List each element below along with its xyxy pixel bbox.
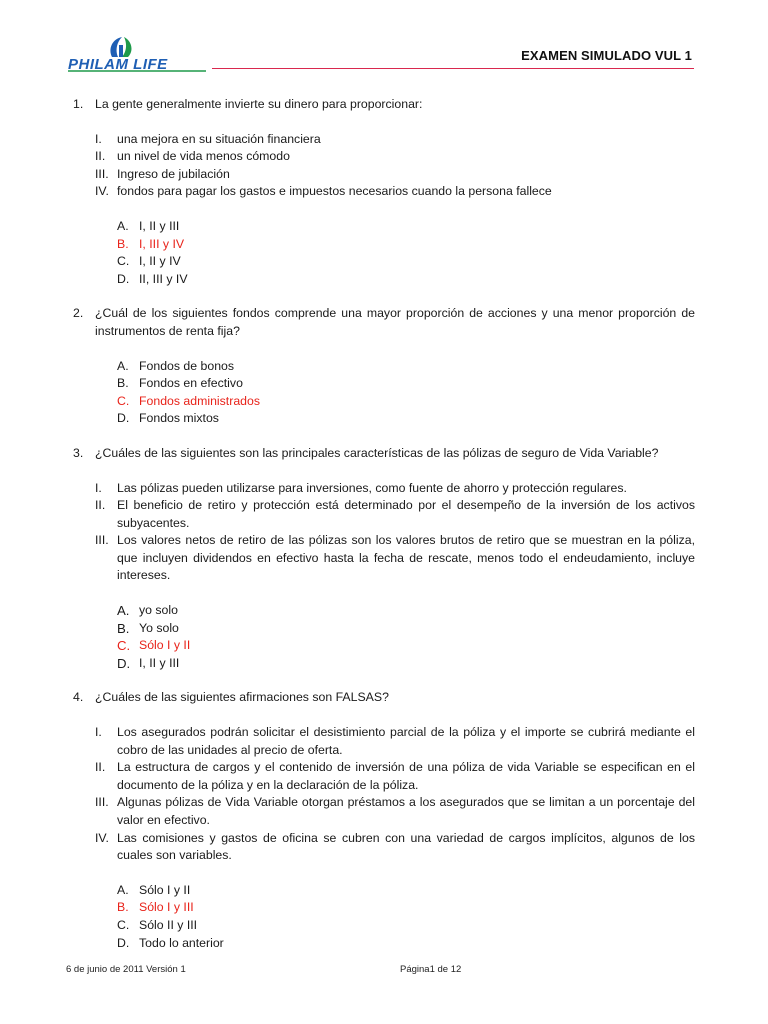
answer-option-d bbox=[117, 410, 695, 428]
statement-text: Ingreso de jubilación bbox=[117, 166, 230, 181]
answer-option-c-correct bbox=[117, 637, 695, 655]
statement-numeral: I. bbox=[95, 480, 102, 495]
statement-text: La estructura de cargos y el contenido de inversión de una póliza de vida Variable se especifican en el documento de la póliza y en la declaración de la póliza. bbox=[117, 760, 695, 792]
statement-numeral: I. bbox=[95, 725, 102, 740]
option-letter: A. bbox=[117, 603, 130, 619]
statement-numeral: IV. bbox=[95, 184, 109, 199]
option-letter: D. bbox=[117, 411, 130, 426]
statement-item bbox=[95, 166, 695, 184]
option-text: Sólo I y II bbox=[139, 638, 191, 653]
question-text: ¿Cuáles de las siguientes afirmaciones son FALSAS? bbox=[95, 690, 389, 705]
answer-options bbox=[117, 602, 695, 672]
option-text: I, II y III bbox=[139, 655, 180, 670]
option-letter: C. bbox=[117, 254, 130, 269]
answer-option-c bbox=[117, 917, 695, 935]
option-letter: A. bbox=[117, 882, 129, 897]
statement-item bbox=[95, 794, 695, 829]
answer-option-d bbox=[117, 271, 695, 289]
statement-text: Algunas pólizas de Vida Variable otorgan préstamos a los asegurados que se limitan a un porcentaje del valor en efectivo. bbox=[117, 795, 695, 827]
option-text: I, III y IV bbox=[139, 236, 185, 251]
option-letter: B. bbox=[117, 900, 129, 915]
header-divider bbox=[212, 68, 694, 69]
statement-item bbox=[95, 830, 695, 865]
option-text: Sólo II y III bbox=[139, 917, 198, 932]
question-4 bbox=[73, 689, 695, 952]
option-text: Yo solo bbox=[139, 620, 179, 635]
question-number: 3. bbox=[73, 445, 84, 460]
answer-option-c-correct bbox=[117, 393, 695, 411]
option-letter: B. bbox=[117, 236, 129, 251]
answer-option-a bbox=[117, 882, 695, 900]
option-text: Fondos de bonos bbox=[139, 358, 235, 373]
exam-title: EXAMEN SIMULADO VUL 1 bbox=[521, 48, 692, 63]
option-letter: D. bbox=[117, 655, 131, 671]
philam-life-logo bbox=[66, 33, 211, 75]
question-text: ¿Cuáles de las siguientes son las principales características de las pólizas de seguro de Vida Variable? bbox=[95, 445, 659, 460]
option-letter: C. bbox=[117, 638, 131, 654]
option-letter: C. bbox=[117, 393, 130, 408]
answer-option-a bbox=[117, 358, 695, 376]
exam-content bbox=[73, 96, 695, 952]
statement-numeral: I. bbox=[95, 131, 102, 146]
question-number: 2. bbox=[73, 306, 84, 321]
option-text: I, II y III bbox=[139, 218, 180, 233]
answer-option-c bbox=[117, 253, 695, 271]
answer-option-b bbox=[117, 620, 695, 638]
statement-numeral: II. bbox=[95, 760, 106, 775]
answer-option-b bbox=[117, 375, 695, 393]
statement-numeral: II. bbox=[95, 498, 106, 513]
option-text: yo solo bbox=[139, 603, 178, 618]
statement-text: Las pólizas pueden utilizarse para inversiones, como fuente de ahorro y protección regulares. bbox=[117, 480, 627, 495]
answer-options bbox=[117, 882, 695, 952]
option-letter: B. bbox=[117, 620, 130, 636]
statement-item bbox=[95, 131, 695, 149]
question-2 bbox=[73, 305, 695, 428]
question-1 bbox=[73, 96, 695, 288]
statement-text: un nivel de vida menos cómodo bbox=[117, 149, 290, 164]
statement-numeral: II. bbox=[95, 149, 106, 164]
statement-numeral: III. bbox=[95, 166, 109, 181]
answer-option-d bbox=[117, 935, 695, 953]
option-letter: D. bbox=[117, 935, 130, 950]
option-text: I, II y IV bbox=[139, 254, 181, 269]
statement-item bbox=[95, 759, 695, 794]
statement-numeral: III. bbox=[95, 795, 109, 810]
statement-item bbox=[95, 532, 695, 585]
statement-numeral: IV. bbox=[95, 830, 109, 845]
answer-options bbox=[117, 218, 695, 288]
option-text: Fondos administrados bbox=[139, 393, 260, 408]
option-letter: B. bbox=[117, 376, 129, 391]
question-text: La gente generalmente invierte su dinero para proporcionar: bbox=[95, 97, 423, 111]
option-text: Todo lo anterior bbox=[139, 935, 224, 950]
answer-options bbox=[117, 358, 695, 428]
option-text: II, III y IV bbox=[139, 271, 188, 286]
option-letter: A. bbox=[117, 218, 129, 233]
statement-item bbox=[95, 183, 695, 201]
statement-text: fondos para pagar los gastos e impuestos necesarios cuando la persona fallece bbox=[117, 184, 552, 199]
option-letter: A. bbox=[117, 358, 129, 373]
option-text: Fondos en efectivo bbox=[139, 376, 243, 391]
statement-list bbox=[95, 480, 695, 586]
option-text: Sólo I y II bbox=[139, 882, 191, 897]
answer-option-b-correct bbox=[117, 236, 695, 254]
statement-text: Los asegurados podrán solicitar el desistimiento parcial de la póliza y el importe se cubrirá mediante el cobro de las unidades al precio de oferta. bbox=[117, 725, 695, 757]
option-text: Fondos mixtos bbox=[139, 411, 219, 426]
answer-option-a bbox=[117, 602, 695, 620]
question-3 bbox=[73, 445, 695, 673]
statement-item bbox=[95, 480, 695, 498]
statement-numeral: III. bbox=[95, 533, 109, 548]
option-letter: D. bbox=[117, 271, 130, 286]
statement-list bbox=[95, 131, 695, 201]
statement-item bbox=[95, 497, 695, 532]
logo-emblem-icon bbox=[110, 37, 131, 57]
footer-page-number: Página1 de 12 bbox=[400, 964, 462, 975]
answer-option-d bbox=[117, 655, 695, 673]
question-text: ¿Cuál de los siguientes fondos comprende una mayor proporción de acciones y una menor proporción de instrumentos de renta fija? bbox=[95, 306, 695, 338]
answer-option-b-correct bbox=[117, 899, 695, 917]
question-number: 1. bbox=[73, 97, 84, 111]
statement-text: Las comisiones y gastos de oficina se cubren con una variedad de cargos implícitos, algunos de los cuales son variables. bbox=[117, 830, 695, 863]
statement-text: una mejora en su situación financiera bbox=[117, 131, 321, 146]
statement-item bbox=[95, 148, 695, 166]
statement-text: Los valores netos de retiro de las pólizas son los valores brutos de retiro que se muestran en la póliza, que incluyen dividendos en efectivo hasta la fecha de rescate, menos todo el endeudamiento, incluye intereses. bbox=[117, 533, 695, 583]
svg-text:PHILAM LIFE: PHILAM LIFE bbox=[68, 56, 168, 73]
answer-option-a bbox=[117, 218, 695, 236]
footer-date-version: 6 de junio de 2011 Versión 1 bbox=[66, 964, 186, 975]
statement-text: El beneficio de retiro y protección está determinado por el desempeño de la inversión de los activos subyacentes. bbox=[117, 498, 695, 530]
option-text: Sólo I y III bbox=[139, 900, 194, 915]
statement-list bbox=[95, 724, 695, 865]
statement-item bbox=[95, 724, 695, 759]
question-number: 4. bbox=[73, 690, 84, 705]
option-letter: C. bbox=[117, 917, 130, 932]
